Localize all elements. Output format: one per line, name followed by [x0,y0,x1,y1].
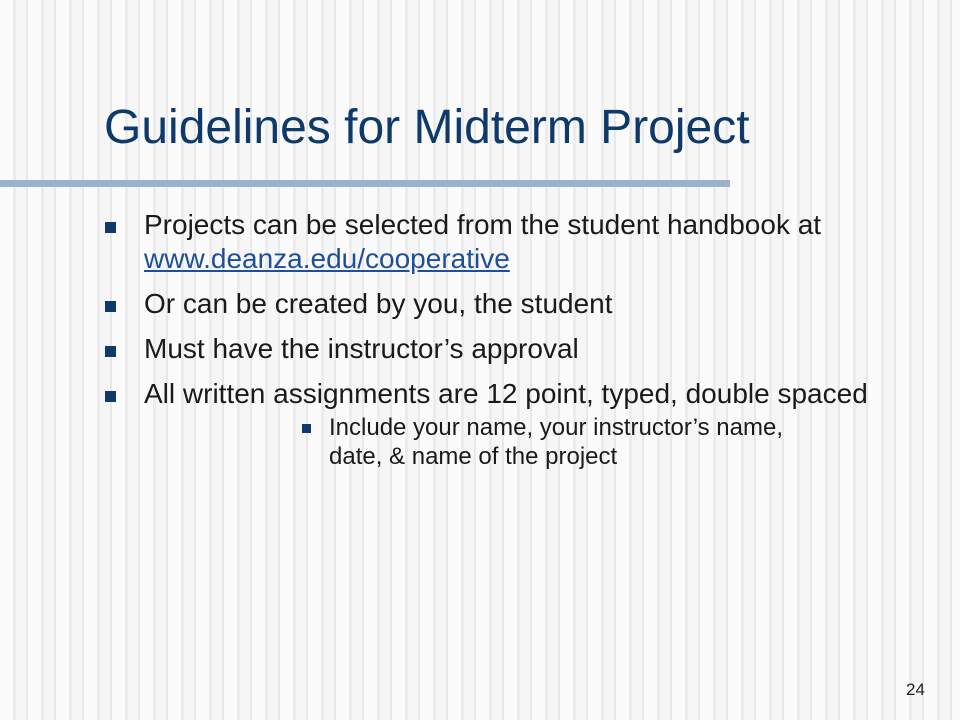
bullet-text: All written assignments are 12 point, typed, double spaced [144,378,868,409]
square-bullet-icon [105,391,116,402]
bullet-item-approval [0,332,960,366]
bullet-text: Projects can be selected from the student handbook at [144,209,822,240]
square-sub-bullet-icon [302,424,311,433]
handbook-link[interactable]: www.deanza.edu/cooperative [144,243,510,274]
bullet-text: Or can be created by you, the student [144,288,613,319]
sub-bullet-item-include-info [144,413,880,471]
square-bullet-icon [105,222,116,233]
square-bullet-icon [105,346,116,357]
bullet-item-format [0,377,960,471]
title-underline-rule [0,180,730,187]
bullet-list [0,208,960,482]
square-bullet-icon [105,301,116,312]
page-number: 24 [906,680,925,699]
sub-bullet-text: Include your name, your instructor’s name, date, & name of the project [329,414,783,470]
bullet-text: Must have the instructor’s approval [144,333,579,364]
bullet-item-student-created [0,287,960,321]
bullet-item-handbook [0,208,960,276]
slide-title: Guidelines for Midterm Project [104,101,750,154]
